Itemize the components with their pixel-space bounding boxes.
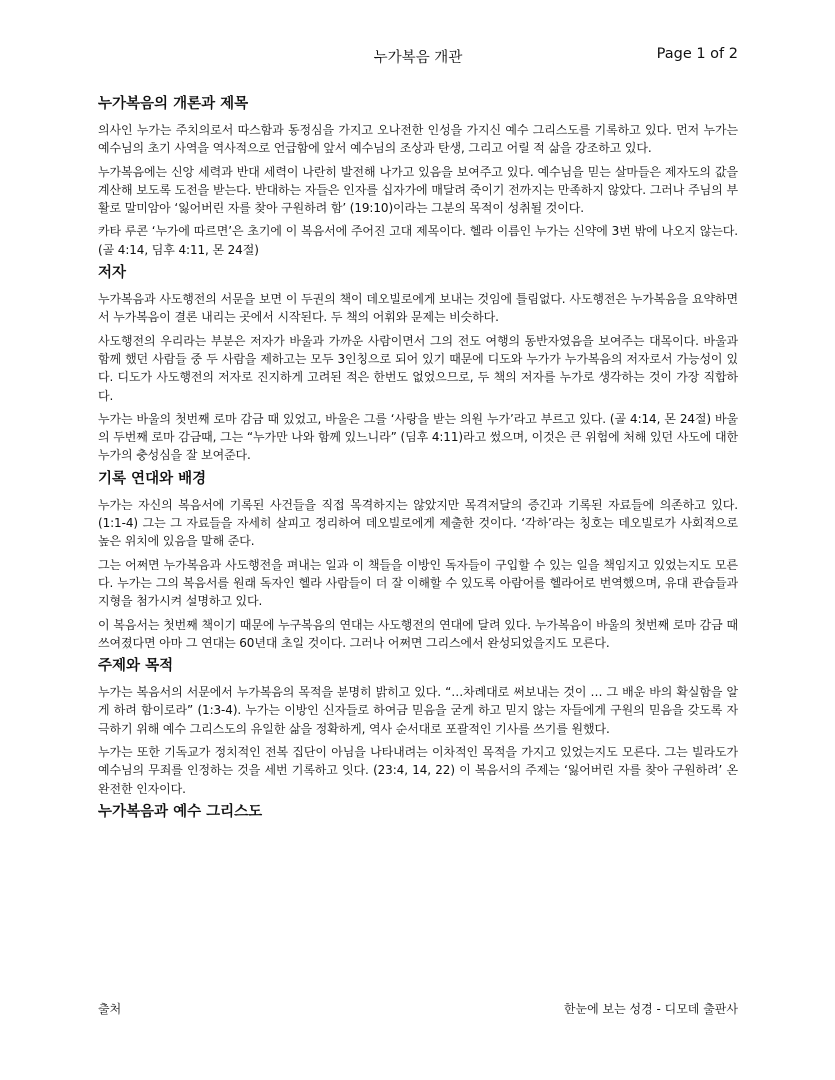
paragraph: 누가는 또한 기독교가 정치적인 전복 집단이 아님을 나타내려는 이차적인 목적을 가지고 있었는지도 모른다. 그는 빌라도가 예수님의 무죄를 인정하는 것을 세번 기록하고 잇다. (23:4, 14, 22) 이 복음서의 주제는 ‘잃어버린 자를 찾아 구원하려’ 온 완전한 인자이다. <box>98 745 738 796</box>
paragraph: 누가는 자신의 복음서에 기록된 사건들을 직접 목격하지는 않았지만 목격저달의 증긴과 기록된 자료들에 의존하고 있다. (1:1-4) 그는 그 자료들을 자세히 살피고 정리하여 데오빌로에게 제출한 것이다. ‘각하’라는 칭호는 데오빌로가 사회적으로 높은 위치에 있음을 말해 준다. <box>98 497 738 549</box>
paragraph: 카타 루콘 ‘누가에 따르면’은 초기에 이 복음서에 주어진 고대 제목이다. 헬라 이름인 누가는 신약에 3번 밖에 나오지 않는다. (골 4:14, 딤후 4:11, 몬 24절) <box>98 224 738 257</box>
section-heading: 누가복음과 예수 그리스도 <box>98 803 263 820</box>
paragraph: 이 복음서는 첫번째 책이기 때문에 누구복음의 연대는 사도행전의 연대에 달려 있다. 누가복음이 바울의 첫번째 로마 감금 때 쓰여졌다면 아마 그 연대는 60년대 초일 것이다. 그러나 어쩌면 그리스에서 완성되었을지도 모른다. <box>98 617 738 650</box>
paragraph: 누가는 복음서의 서문에서 누가복음의 목적을 분명히 밝히고 있다. “…차례대로 써보내는 것이 … 그 배운 바의 확실함을 알게 하려 함이로라” (1:3-4). 누가는 이방인 신자들로 하여금 믿음을 굳게 하고 믿지 않는 자들에게 구원의 믿음을 갖도록 자극하기 위해 예수 그리스도의 유일한 삶을 정확하게, 역사 순서대로 포괄적인 기사를 쓰기를 원했다. <box>98 685 738 736</box>
page-title: 누가복음 개관 <box>373 50 463 66</box>
section-author <box>98 264 738 465</box>
page-number: Page 1 of 2 <box>656 46 738 62</box>
section-heading: 주제와 목적 <box>98 658 174 675</box>
footer-source-label: 출처 <box>98 1002 122 1016</box>
page-header <box>98 46 738 70</box>
section-heading: 누가복음의 개론과 제목 <box>98 96 249 112</box>
paragraph: 그는 어쩌면 누가복음과 사도행전을 펴내는 일과 이 책들을 이방인 독자들이 구입할 수 있는 일을 책임지고 있었는지도 모른다. 누가는 그의 복음서를 원래 독자인 헬라 사람들이 더 잘 이해할 수 있도록 아람어를 헬라어로 번역했으며, 유대 관습들과 지형을 첨가시켜 설명하고 있다. <box>98 557 738 609</box>
paragraph: 누가복음에는 신앙 세력과 반대 세력이 나란히 발전해 나가고 있음을 보여주고 있다. 예수님을 믿는 살마들은 제자도의 값을 계산해 보도록 도전을 받는다. 반대하는 자들은 인자를 십자가에 매달려 죽이기 전까지는 만족하지 않았다. 그러나 주님의 부활로 말미암아 ‘잃어버린 자를 찾아 구원하려 함’ (19:10)이라는 그분의 목적이 성취될 것이다. <box>98 164 738 216</box>
paragraph: 누가는 바울의 첫번째 로마 감금 때 있었고, 바울은 그를 ‘사랑을 받는 의원 누가’라고 부르고 있다. (골 4:14, 몬 24절) 바울의 두번째 로마 감금때, 그는 “누가만 나와 함께 있느니라” (딤후 4:11)라고 썼으며, 이것은 큰 위험에 처해 있던 사도에 대한 누가의 충성심을 잘 보여준다. <box>98 411 738 463</box>
document-body <box>98 95 738 829</box>
section-heading: 저자 <box>98 265 127 282</box>
footer-source-title: 한눈에 보는 성경 - 디모데 출판사 <box>563 1002 738 1016</box>
paragraph: 누가복음과 사도행전의 서문을 보면 이 두권의 책이 데오빌로에게 보내는 것임에 틀림없다. 사도행전은 누가복음을 요약하면서 누가복음이 결론 내리는 곳에서 시작된다. 두 책의 어휘와 문제는 비슷하다. <box>98 292 738 325</box>
paragraph: 의사인 누가는 주치의로서 따스함과 동정심을 가지고 오나전한 인성을 가지신 예수 그리스도를 기록하고 있다. 먼저 누가는 예수님의 초기 사역을 역사적으로 언급함에 앞서 예수님의 조상과 탄생, 그리고 어릴 적 삶을 강조하고 있다. <box>98 123 738 156</box>
section-date-background <box>98 470 738 652</box>
section-luke-and-christ <box>98 803 738 822</box>
section-intro <box>98 95 738 259</box>
section-heading: 기록 연대와 배경 <box>98 470 207 487</box>
paragraph: 사도행전의 우리라는 부분은 저자가 바울과 가까운 사람이면서 그의 전도 여행의 동반자였음을 보여주는 대목이다. 바울과 함께 했던 사람들 중 두 사람을 제하고는 모두 3인칭으로 되어 있기 때문에 디도와 누가가 누가복음의 저자로서 가능성이 있다. 디도가 사도행전의 저자로 진지하게 고려된 적은 한번도 없었으므로, 두 책의 저자를 누가로 생각하는 것이 가장 직합하다. <box>98 333 738 403</box>
section-theme-purpose <box>98 657 738 798</box>
